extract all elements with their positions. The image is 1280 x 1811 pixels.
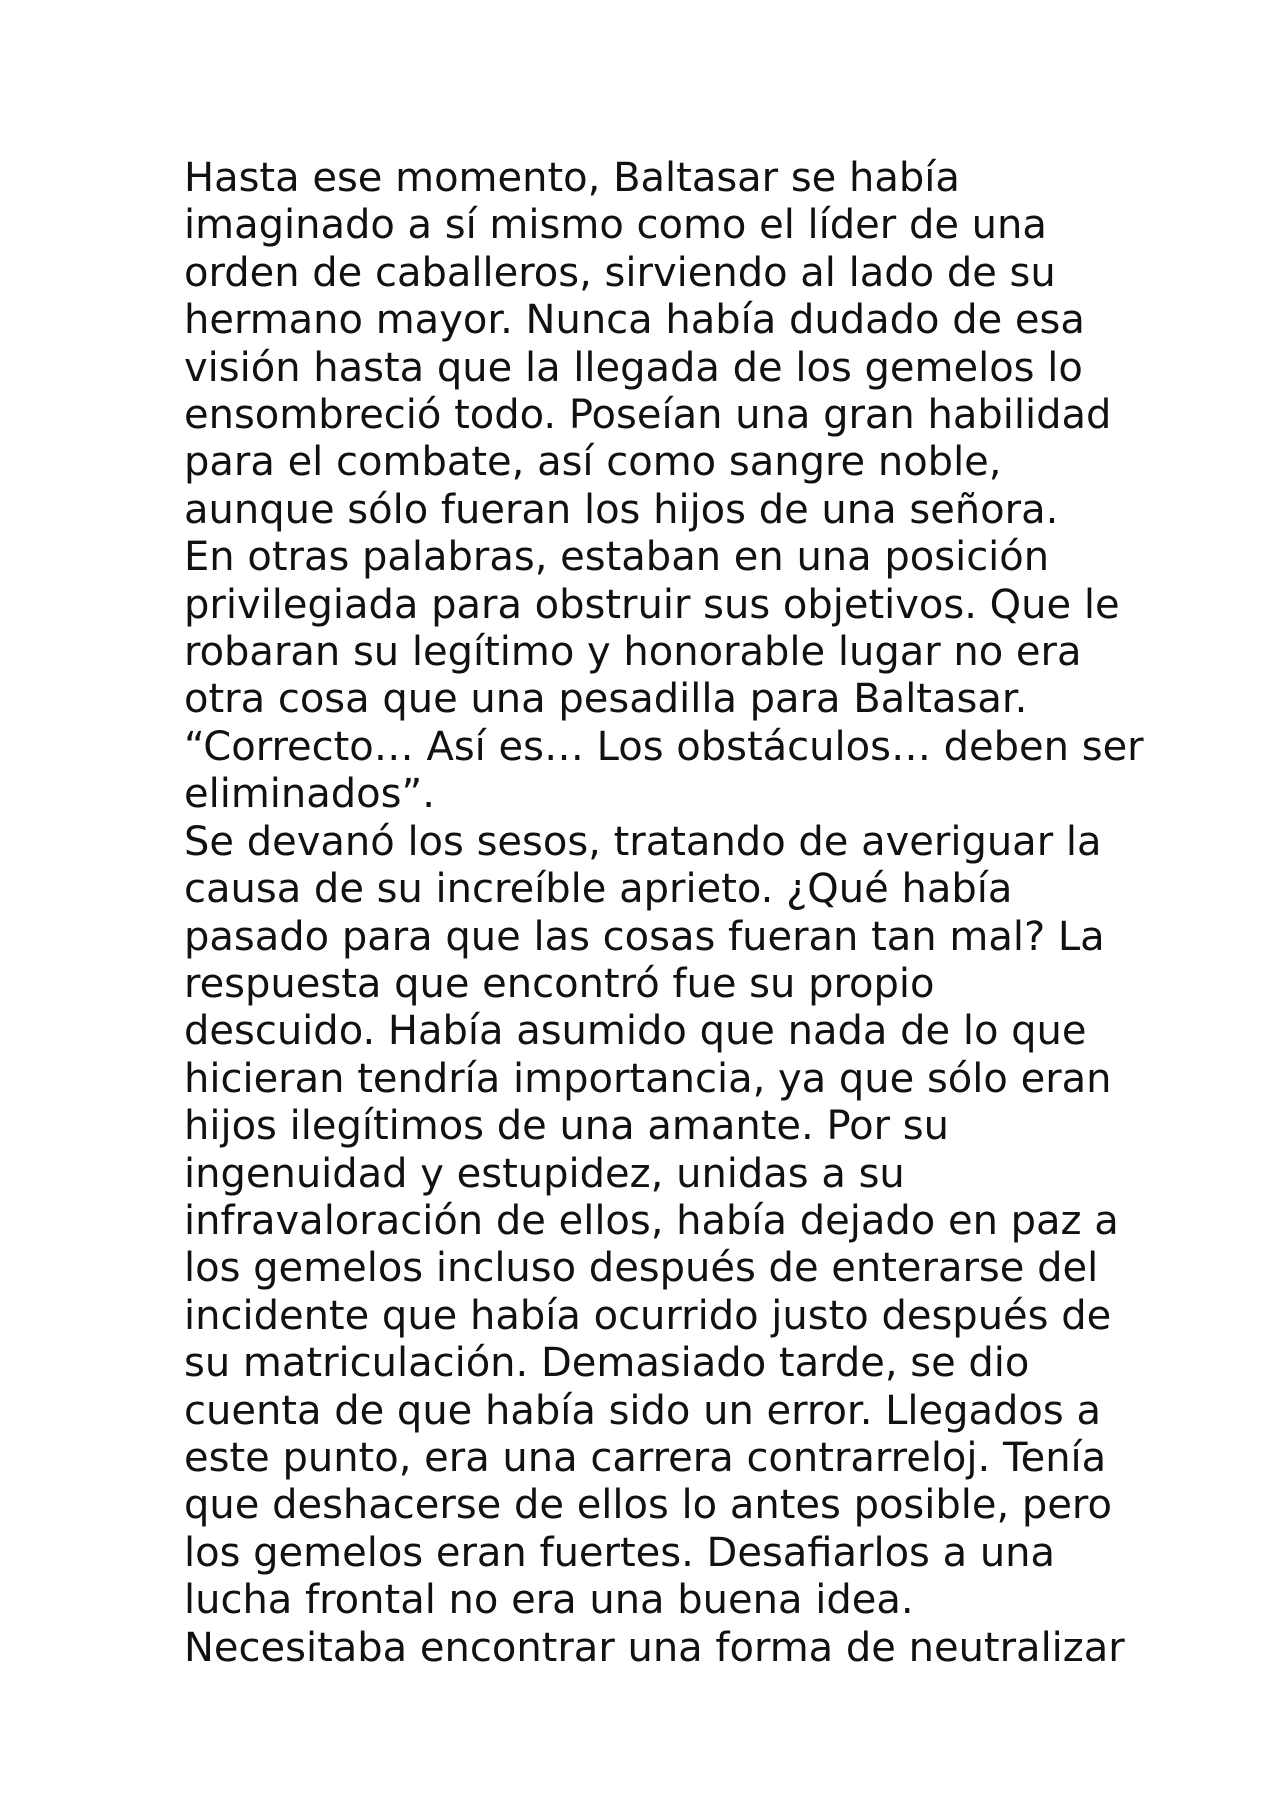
- text-line: otra cosa que una pesadilla para Baltasar.: [184, 676, 1028, 723]
- text-line: pasado para que las cosas fueran tan mal? La: [184, 913, 1105, 960]
- text-line: robaran su legítimo y honorable lugar no era: [184, 629, 1082, 676]
- text-line: Necesitaba encontrar una forma de neutralizar: [184, 1624, 1125, 1671]
- text-line: Hasta ese momento, Baltasar se había: [184, 155, 960, 201]
- text-line: respuesta que encontró fue su propio: [184, 960, 935, 1007]
- text-line: que deshacerse de ellos lo antes posible, pero: [184, 1482, 1112, 1529]
- text-line: para el combate, así como sangre noble,: [184, 439, 1002, 486]
- text-line: orden de caballeros, sirviendo al lado de su: [184, 249, 1056, 296]
- text-line: aunque sólo fueran los hijos de una señora.: [184, 486, 1059, 533]
- text-line: este punto, era una carrera contrarreloj. Tenía: [184, 1434, 1107, 1481]
- text-line: Se devanó los sesos, tratando de averiguar la: [184, 818, 1102, 865]
- text-line: cuenta de que había sido un error. Llegados a: [184, 1387, 1101, 1434]
- text-line: hermano mayor. Nunca había dudado de esa: [184, 297, 1085, 344]
- text-line: privilegiada para obstruir sus objetivos. Que le: [184, 581, 1120, 628]
- text-line: ingenuidad y estupidez, unidas a su: [184, 1150, 905, 1197]
- text-line: los gemelos incluso después de enterarse del: [184, 1245, 1099, 1292]
- text-line: visión hasta que la llegada de los gemelos lo: [184, 344, 1083, 391]
- text-line: incidente que había ocurrido justo después de: [184, 1292, 1112, 1339]
- text-line: hijos ilegítimos de una amante. Por su: [184, 1103, 949, 1150]
- text-line: “Correcto… Así es… Los obstáculos… deben ser: [184, 723, 1144, 770]
- text-line: lucha frontal no era una buena idea.: [184, 1577, 914, 1624]
- text-line: los gemelos eran fuertes. Desafiarlos a una: [184, 1529, 1056, 1576]
- text-line: ensombreció todo. Poseían una gran habilidad: [184, 392, 1112, 439]
- text-line: su matriculación. Demasiado tarde, se dio: [184, 1340, 1030, 1387]
- text-line: eliminados”.: [184, 771, 435, 818]
- text-line: hicieran tendría importancia, ya que sólo eran: [184, 1055, 1112, 1102]
- text-line: En otras palabras, estaban en una posición: [184, 534, 1050, 581]
- body-text: [184, 155, 1144, 1672]
- text-line: imaginado a sí mismo como el líder de una: [184, 202, 1047, 249]
- text-line: causa de su increíble aprieto. ¿Qué había: [184, 866, 1013, 913]
- text-line: infravaloración de ellos, había dejado en paz a: [184, 1197, 1119, 1244]
- text-line: descuido. Había asumido que nada de lo que: [184, 1008, 1087, 1055]
